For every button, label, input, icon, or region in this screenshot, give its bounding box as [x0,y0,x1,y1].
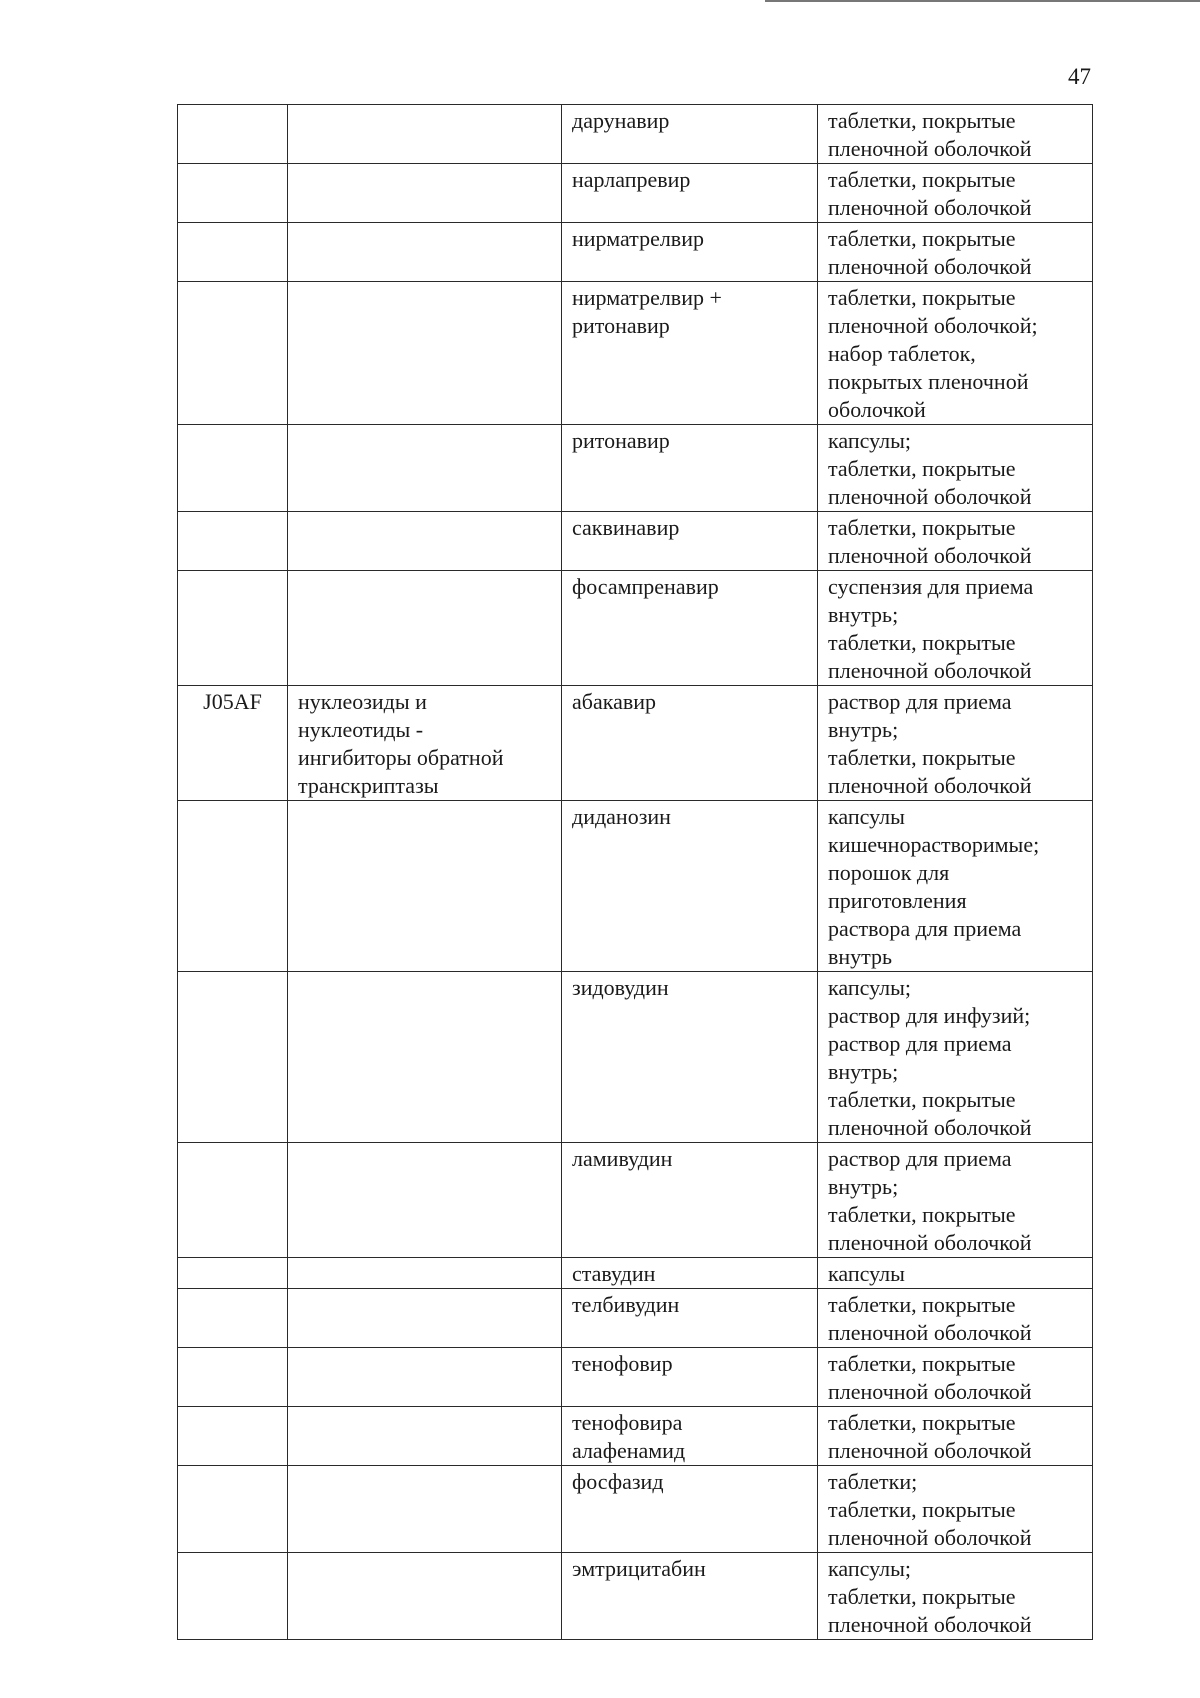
group-name-cell [288,512,562,571]
drug-name-cell: абакавир [562,686,818,801]
atc-code-cell: J05AF [178,686,288,801]
drug-name-cell: эмтрицитабин [562,1553,818,1640]
group-name-cell [288,164,562,223]
atc-code-cell [178,223,288,282]
table-row [178,686,1093,801]
dosage-form-cell: раствор для приема внутрь; таблетки, покрытые пленочной оболочкой [818,686,1093,801]
table-row [178,1407,1093,1466]
dosage-form-cell: таблетки, покрытые пленочной оболочкой [818,164,1093,223]
table-row [178,1289,1093,1348]
table-row [178,1553,1093,1640]
drug-name-cell: тенофовир [562,1348,818,1407]
table-row [178,571,1093,686]
atc-code-cell [178,801,288,972]
atc-code-cell [178,282,288,425]
atc-code-cell [178,1553,288,1640]
group-name-cell [288,425,562,512]
dosage-form-cell: таблетки, покрытые пленочной оболочкой; набор таблеток, покрытых пленочной оболочкой [818,282,1093,425]
drug-name-cell: зидовудин [562,972,818,1143]
group-name-cell [288,1553,562,1640]
group-name-cell [288,223,562,282]
group-name-cell [288,972,562,1143]
page-number: 47 [1068,64,1091,89]
table-row [178,1143,1093,1258]
group-name-cell [288,1143,562,1258]
table-row [178,282,1093,425]
dosage-form-cell: таблетки, покрытые пленочной оболочкой [818,223,1093,282]
atc-code-cell [178,571,288,686]
drug-table [177,104,1093,1640]
dosage-form-cell: таблетки, покрытые пленочной оболочкой [818,512,1093,571]
table-row [178,105,1093,164]
drug-name-cell: нирматрелвир [562,223,818,282]
dosage-form-cell: раствор для приема внутрь; таблетки, покрытые пленочной оболочкой [818,1143,1093,1258]
table-row [178,801,1093,972]
dosage-form-cell: капсулы; таблетки, покрытые пленочной оболочкой [818,1553,1093,1640]
drug-name-cell: ритонавир [562,425,818,512]
group-name-cell [288,105,562,164]
drug-name-cell: фосфазид [562,1466,818,1553]
atc-code-cell [178,1258,288,1289]
group-name-cell [288,1407,562,1466]
group-name-cell [288,1289,562,1348]
dosage-form-cell: таблетки, покрытые пленочной оболочкой [818,105,1093,164]
atc-code-cell [178,1466,288,1553]
atc-code-cell [178,1407,288,1466]
group-name-cell [288,571,562,686]
atc-code-cell [178,1348,288,1407]
dosage-form-cell: капсулы; таблетки, покрытые пленочной оболочкой [818,425,1093,512]
table-row [178,164,1093,223]
dosage-form-cell: таблетки, покрытые пленочной оболочкой [818,1348,1093,1407]
drug-name-cell: дарунавир [562,105,818,164]
table-row [178,1258,1093,1289]
dosage-form-cell: таблетки, покрытые пленочной оболочкой [818,1289,1093,1348]
atc-code-cell [178,512,288,571]
drug-name-cell: ламивудин [562,1143,818,1258]
drug-name-cell: ставудин [562,1258,818,1289]
group-name-cell [288,1258,562,1289]
table-row [178,223,1093,282]
drug-name-cell: нирматрелвир + ритонавир [562,282,818,425]
drug-name-cell: саквинавир [562,512,818,571]
atc-code-cell [178,425,288,512]
group-name-cell: нуклеозиды и нуклеотиды - ингибиторы обратной транскриптазы [288,686,562,801]
table-row [178,425,1093,512]
group-name-cell [288,801,562,972]
table-row [178,972,1093,1143]
drug-name-cell: диданозин [562,801,818,972]
drug-name-cell: нарлапревир [562,164,818,223]
dosage-form-cell: капсулы; раствор для инфузий; раствор для приема внутрь; таблетки, покрытые пленочной оболочкой [818,972,1093,1143]
dosage-form-cell: таблетки, покрытые пленочной оболочкой [818,1407,1093,1466]
table-row [178,512,1093,571]
drug-name-cell: фосампренавир [562,571,818,686]
dosage-form-cell: таблетки; таблетки, покрытые пленочной оболочкой [818,1466,1093,1553]
table-body [178,105,1093,1640]
atc-code-cell [178,1143,288,1258]
group-name-cell [288,282,562,425]
table-row [178,1348,1093,1407]
atc-code-cell [178,972,288,1143]
atc-code-cell [178,164,288,223]
dosage-form-cell: суспензия для приема внутрь; таблетки, покрытые пленочной оболочкой [818,571,1093,686]
atc-code-cell [178,1289,288,1348]
page-top-rule [765,0,1200,2]
table-row [178,1466,1093,1553]
drug-name-cell: тенофовира алафенамид [562,1407,818,1466]
group-name-cell [288,1348,562,1407]
atc-code-cell [178,105,288,164]
group-name-cell [288,1466,562,1553]
drug-name-cell: телбивудин [562,1289,818,1348]
dosage-form-cell: капсулы кишечнорастворимые; порошок для приготовления раствора для приема внутрь [818,801,1093,972]
dosage-form-cell: капсулы [818,1258,1093,1289]
